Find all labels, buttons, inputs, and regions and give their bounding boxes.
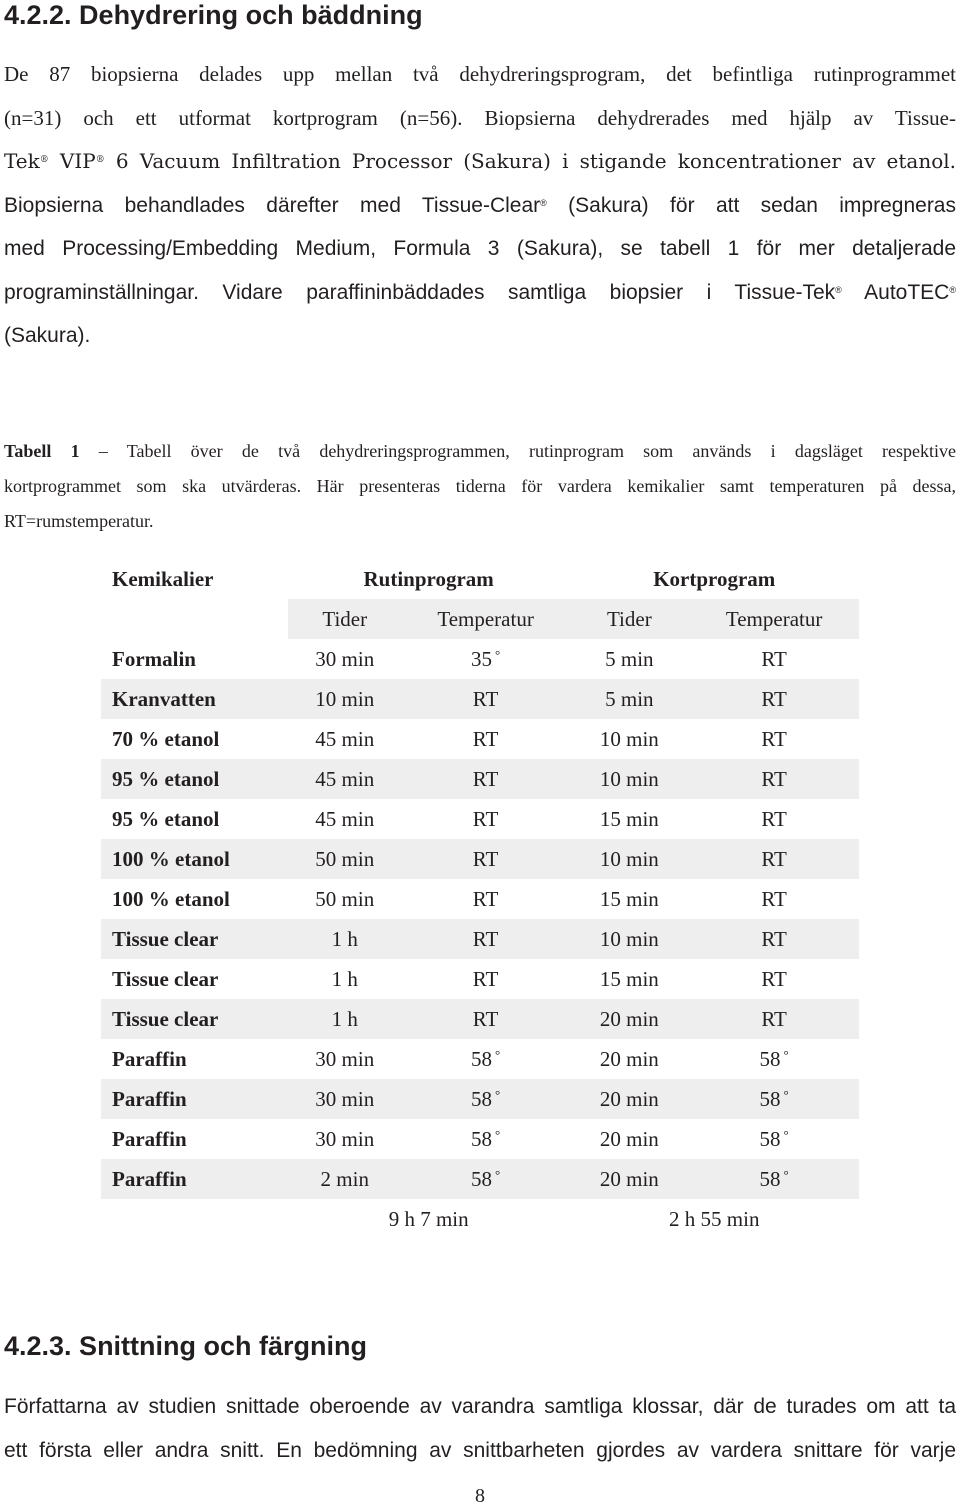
registered-mark: ®: [949, 284, 956, 295]
temperature-value: RT: [472, 846, 499, 871]
chemical-cell: Paraffin: [101, 1159, 288, 1199]
time-value: 2 min: [320, 1166, 369, 1191]
paragraph-line: ett första eller andra snitt. En bedömning av snittbarheten gjordes av vardera snittare för varje: [4, 1438, 956, 1462]
time-value: 45 min: [315, 726, 375, 751]
total-short: 2 h 55 min: [570, 1199, 860, 1239]
temperature-value: RT: [761, 646, 787, 671]
degree-mark: °: [783, 1046, 789, 1062]
table-row: [101, 1039, 859, 1079]
table-row: [101, 919, 859, 959]
time-cell: [570, 839, 690, 879]
temperature-value: RT: [761, 726, 787, 751]
paragraph-line: (Sakura).: [4, 324, 91, 347]
temperature-value: RT: [472, 686, 499, 711]
degree-mark: °: [783, 1166, 789, 1182]
chemical-cell: 70 % etanol: [112, 726, 220, 751]
dehydration-table: [101, 559, 859, 1239]
time-cell: [570, 919, 690, 959]
total-blank: [101, 1199, 288, 1239]
time-cell: [288, 1039, 402, 1079]
temperature-cell: [689, 719, 859, 759]
time-value: 5 min: [605, 646, 654, 671]
degree-mark: °: [783, 1126, 789, 1142]
temperature-value: 58: [470, 1086, 492, 1111]
temperature-value: RT: [761, 886, 787, 911]
subheader-cell: Temperatur: [402, 599, 570, 639]
time-value: 1 h: [331, 966, 358, 991]
temperature-value: 58: [759, 1046, 781, 1071]
header-short: Kortprogram: [653, 566, 776, 591]
degree-mark: °: [494, 1166, 501, 1182]
temperature-cell: [689, 679, 859, 719]
degree-mark: °: [494, 646, 501, 662]
table-row: [101, 959, 859, 999]
subheader-cell: Temperatur: [689, 599, 859, 639]
temperature-value: RT: [472, 766, 499, 791]
table-row: [101, 719, 859, 759]
temperature-value: RT: [761, 966, 787, 991]
temperature-value: RT: [761, 1006, 787, 1031]
temperature-cell: [402, 639, 570, 679]
chemical-cell: Tissue clear: [101, 919, 288, 959]
temperature-value: 58: [759, 1086, 781, 1111]
time-value: 45 min: [315, 806, 375, 831]
temperature-cell: [402, 959, 570, 999]
temperature-value: 35: [470, 646, 492, 671]
registered-mark: ®: [39, 155, 49, 165]
chemical-cell: Formalin: [112, 646, 196, 671]
paragraph-line: Biopsierna behandlades därefter med Tissue-Clear® (Sakura) för att sedan impregneras: [4, 193, 956, 217]
time-value: 15 min: [599, 886, 659, 911]
time-cell: [570, 639, 690, 679]
temperature-cell: [689, 1159, 859, 1199]
time-cell: [288, 1159, 402, 1199]
temperature-cell: [402, 679, 570, 719]
temperature-cell: [402, 919, 570, 959]
time-value: 15 min: [599, 966, 659, 991]
chemical-cell: 95 % etanol: [101, 759, 288, 799]
time-value: 15 min: [599, 806, 659, 831]
caption-line: Tabell 1 – Tabell över de två dehydreringsprogrammen, rutinprogram som används i dagsläget respektive: [4, 441, 957, 461]
temperature-value: RT: [761, 926, 787, 951]
subheader-cell: Tider: [570, 599, 690, 639]
table-row: [101, 839, 859, 879]
time-cell: [570, 1079, 690, 1119]
time-value: 50 min: [315, 886, 375, 911]
registered-mark: ®: [835, 284, 842, 295]
time-cell: [570, 719, 690, 759]
chemical-cell: Tissue clear: [101, 999, 288, 1039]
temperature-cell: [402, 1039, 570, 1079]
temperature-cell: [689, 1119, 859, 1159]
section-paragraph-dehydrering: [4, 53, 956, 358]
temperature-cell: [402, 839, 570, 879]
temperature-cell: [689, 1039, 859, 1079]
temperature-value: 58: [470, 1166, 492, 1191]
paragraph-line: Författarna av studien snittade oberoende av varandra samtliga klossar, där de turades om att ta: [4, 1395, 956, 1418]
page-number: 8: [475, 1485, 485, 1507]
time-cell: [570, 679, 690, 719]
temperature-cell: [402, 719, 570, 759]
time-value: 10 min: [315, 686, 375, 711]
temperature-value: 58: [759, 1126, 781, 1151]
table-row: [101, 759, 859, 799]
temperature-cell: [689, 1079, 859, 1119]
caption-line: RT=rumstemperatur.: [4, 511, 154, 531]
temperature-cell: [689, 639, 859, 679]
chemical-cell: Paraffin: [112, 1126, 187, 1151]
temperature-value: RT: [472, 1006, 499, 1031]
time-value: 10 min: [599, 926, 659, 951]
time-cell: [570, 959, 690, 999]
temperature-cell: [402, 1159, 570, 1199]
table-caption: [4, 434, 956, 539]
registered-mark: ®: [540, 197, 547, 208]
time-value: 45 min: [315, 766, 375, 791]
time-cell: [570, 999, 690, 1039]
table-row: [101, 1159, 859, 1199]
caption-label: Tabell 1: [4, 441, 80, 461]
chemical-cell: Kranvatten: [101, 679, 288, 719]
time-cell: [288, 919, 402, 959]
table-row: [101, 999, 859, 1039]
table-row: [101, 799, 859, 839]
degree-mark: °: [494, 1046, 501, 1062]
temperature-value: RT: [472, 886, 499, 911]
temperature-value: RT: [761, 846, 787, 871]
chemical-cell: 100 % etanol: [112, 886, 230, 911]
time-value: 5 min: [605, 686, 654, 711]
chemical-cell: 100 % etanol: [101, 839, 288, 879]
time-value: 30 min: [315, 1126, 375, 1151]
section-paragraph-snittning: [4, 1385, 956, 1472]
time-cell: [288, 839, 402, 879]
table-subheader-row: [101, 599, 859, 639]
table-row: [101, 639, 859, 679]
temperature-value: 58: [470, 1126, 492, 1151]
paragraph-line: De 87 biopsierna delades upp mellan två dehydreringsprogram, det befintliga rutinprogrammet: [4, 62, 956, 86]
paragraph-line: Tek® VIP® 6 Vacuum Infiltration Processor (Sakura) i stigande koncentrationer av etanol.: [4, 149, 956, 173]
time-value: 20 min: [599, 1046, 659, 1071]
degree-mark: °: [494, 1126, 501, 1142]
time-value: 30 min: [315, 1046, 375, 1071]
paragraph-line: med Processing/Embedding Medium, Formula 3 (Sakura), se tabell 1 för mer detaljerade: [4, 237, 956, 260]
temperature-cell: [402, 879, 570, 919]
table-row: [101, 879, 859, 919]
temperature-value: 58: [759, 1166, 781, 1191]
temperature-value: RT: [472, 926, 499, 951]
temperature-cell: [689, 959, 859, 999]
time-cell: [288, 759, 402, 799]
time-cell: [288, 999, 402, 1039]
temperature-value: RT: [472, 966, 499, 991]
time-value: 30 min: [315, 646, 375, 671]
chemical-cell: 95 % etanol: [112, 806, 220, 831]
table-row: [101, 1119, 859, 1159]
time-cell: [288, 719, 402, 759]
temperature-cell: [689, 839, 859, 879]
subheader-cell: Tider: [288, 599, 402, 639]
time-cell: [570, 759, 690, 799]
temperature-value: RT: [761, 806, 787, 831]
time-value: 10 min: [599, 846, 659, 871]
time-cell: [288, 959, 402, 999]
time-cell: [288, 879, 402, 919]
time-cell: [288, 639, 402, 679]
header-chemicals: Kemikalier: [112, 566, 214, 591]
chemical-cell: Paraffin: [112, 1046, 187, 1071]
temperature-cell: [402, 999, 570, 1039]
temperature-cell: [689, 999, 859, 1039]
degree-mark: °: [783, 1086, 789, 1102]
table-row: [101, 1079, 859, 1119]
time-value: 20 min: [599, 1006, 659, 1031]
temperature-value: 58: [470, 1046, 492, 1071]
time-cell: [570, 1039, 690, 1079]
degree-mark: °: [494, 1086, 501, 1102]
chemical-cell: Tissue clear: [112, 966, 219, 991]
time-value: 20 min: [599, 1166, 659, 1191]
section-heading-4-2-2: 4.2.2. Dehydrering och bäddning: [4, 0, 423, 30]
time-cell: [570, 879, 690, 919]
table-total-row: [101, 1199, 859, 1239]
temperature-cell: [402, 799, 570, 839]
temperature-cell: [689, 879, 859, 919]
time-value: 50 min: [315, 846, 375, 871]
time-value: 10 min: [599, 766, 659, 791]
temperature-cell: [689, 759, 859, 799]
subheader-blank: [101, 599, 288, 639]
time-value: 1 h: [331, 926, 358, 951]
time-cell: [288, 1079, 402, 1119]
chemical-cell: Paraffin: [101, 1079, 288, 1119]
time-value: 1 h: [331, 1006, 358, 1031]
temperature-cell: [402, 759, 570, 799]
time-value: 20 min: [599, 1126, 659, 1151]
time-cell: [288, 679, 402, 719]
registered-mark: ®: [95, 155, 105, 165]
temperature-value: RT: [761, 766, 787, 791]
temperature-value: RT: [472, 806, 499, 831]
table-header-row: [101, 559, 859, 599]
total-routine: 9 h 7 min: [288, 1199, 570, 1239]
header-routine: Rutinprogram: [363, 566, 494, 591]
caption-line: kortprogrammet som ska utvärderas. Här presenteras tiderna för vardera kemikalier samt temperaturen på dessa,: [4, 476, 956, 496]
time-cell: [570, 1119, 690, 1159]
time-value: 20 min: [599, 1086, 659, 1111]
temperature-cell: [402, 1079, 570, 1119]
time-value: 10 min: [599, 726, 659, 751]
temperature-cell: [689, 799, 859, 839]
paragraph-line: (n=31) och ett utformat kortprogram (n=56). Biopsierna dehydrerades med hjälp av Tissue-: [4, 105, 956, 130]
table-row: [101, 679, 859, 719]
time-cell: [288, 1119, 402, 1159]
temperature-value: RT: [761, 686, 787, 711]
section-heading-4-2-3: 4.2.3. Snittning och färgning: [4, 1331, 368, 1361]
time-value: 30 min: [315, 1086, 375, 1111]
temperature-cell: [689, 919, 859, 959]
time-cell: [288, 799, 402, 839]
time-cell: [570, 1159, 690, 1199]
paragraph-line: programinställningar. Vidare paraffininbäddades samtliga biopsier i Tissue-Tek® AutoTEC®: [4, 280, 956, 304]
temperature-cell: [402, 1119, 570, 1159]
temperature-value: RT: [472, 726, 499, 751]
time-cell: [570, 799, 690, 839]
